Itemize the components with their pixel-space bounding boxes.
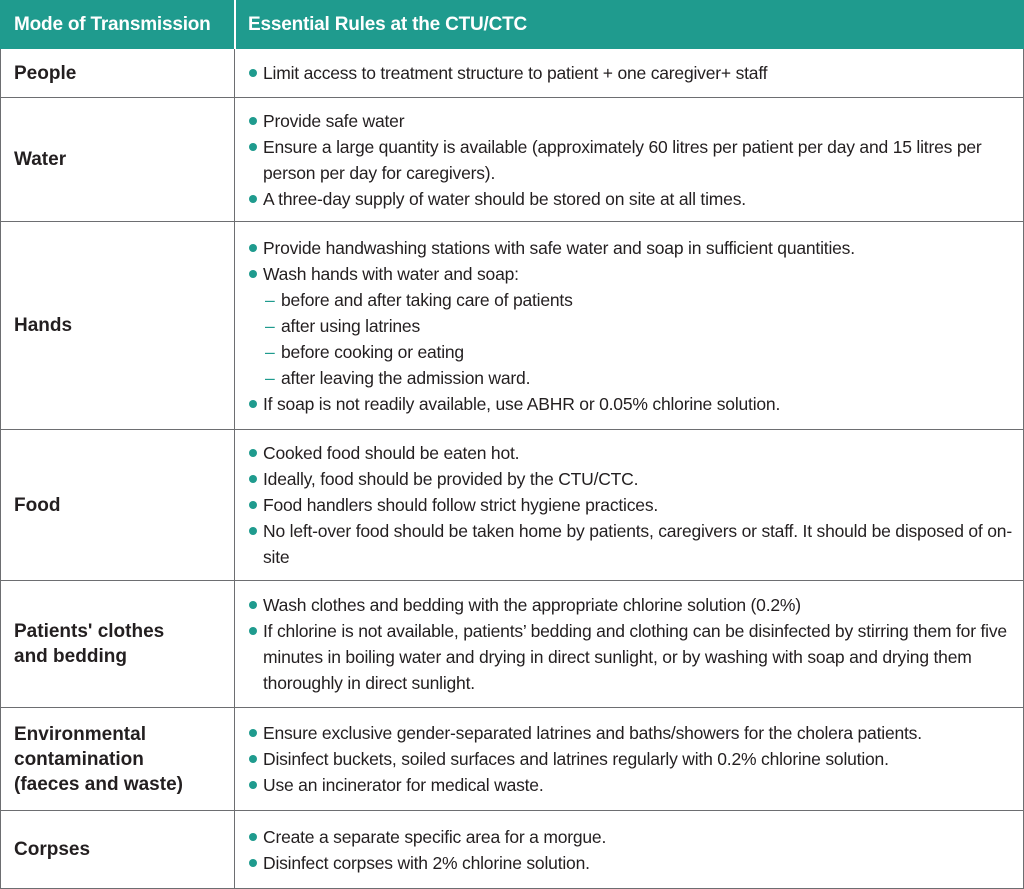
table-row-hands [0,222,1024,430]
dash-marker: – [265,367,275,388]
table-row-clothes-bedding [0,581,1024,708]
mode-cell [0,811,235,888]
mode-cell [0,708,235,810]
rule-subitem-text: after leaving the admission ward. [281,367,531,388]
table-row-environmental [0,708,1024,811]
rule-subitem-text: before cooking or eating [281,341,464,362]
dash-marker: – [265,341,275,362]
rules-cell [235,49,1024,97]
rule-subitem [247,339,1014,365]
header-mode-of-transmission: Mode of Transmission [14,14,211,35]
mode-label-line: and bedding [14,646,127,667]
rule-subitem [247,287,1014,313]
rule-bullet: Provide safe water [247,108,1014,134]
rules-cell [235,430,1024,580]
rule-bullet: Create a separate specific area for a morgue. [247,824,1014,850]
rule-bullet: Ensure a large quantity is available (approximately 60 litres per patient per day and 15 litres per person per day for caregivers). [247,134,1014,186]
rule-bullet: Wash clothes and bedding with the appropriate chlorine solution (0.2%) [247,592,1014,618]
rule-bullet: Cooked food should be eaten hot. [247,440,1014,466]
mode-cell [0,49,235,97]
rules-cell [235,811,1024,888]
table-row-corpses [0,811,1024,889]
rules-cell [235,98,1024,221]
rule-bullet: Limit access to treatment structure to patient + one caregiver+ staff [247,60,1014,86]
mode-label: People [14,62,77,84]
mode-label: Water [14,149,67,170]
rule-bullet: If chlorine is not available, patients’ bedding and clothing can be disinfected by stirring them for five minutes in boiling water and drying in direct sunlight, or by washing with soap and drying them thoroughly in direct sunlight. [247,618,1014,696]
mode-label: Corpses [14,839,91,860]
rule-bullet: Use an incinerator for medical waste. [247,772,1014,798]
mode-cell [0,98,235,221]
rule-bullet: Disinfect buckets, soiled surfaces and latrines regularly with 0.2% chlorine solution. [247,746,1014,772]
table-header [0,0,1024,49]
rule-bullet: Ensure exclusive gender-separated latrines and baths/showers for the cholera patients. [247,720,1014,746]
rule-subitem-text: before and after taking care of patients [281,289,573,310]
rule-bullet: A three-day supply of water should be stored on site at all times. [247,186,1014,212]
mode-label [14,722,183,797]
rules-cell [235,708,1024,810]
mode-label-line: contamination [14,748,144,770]
mode-label-line: Environmental [14,723,146,745]
rules-cell [235,222,1024,429]
rule-subitem [247,313,1014,339]
rule-subitem [247,365,1014,391]
table-row-people [0,49,1024,98]
mode-cell [0,222,235,429]
rule-bullet: If soap is not readily available, use ABHR or 0.05% chlorine solution. [247,391,1014,417]
mode-cell [0,430,235,580]
rule-bullet: Provide handwashing stations with safe water and soap in sufficient quantities. [247,235,1014,261]
header-essential-rules: Essential Rules at the CTU/CTC [248,14,528,35]
mode-label-line: (faeces and waste) [14,773,183,795]
header-divider [234,0,236,49]
rule-bullet: No left-over food should be taken home by patients, caregivers or staff. It should be disposed of on-site [247,518,1014,570]
mode-label-line: Patients' clothes [14,621,165,642]
rule-subitem-text: after using latrines [281,315,420,336]
table-row-water [0,98,1024,222]
table-row-food [0,430,1024,581]
mode-label: Food [14,494,61,516]
rule-bullet: Food handlers should follow strict hygiene practices. [247,492,1014,518]
mode-cell [0,581,235,707]
mode-label [14,619,164,669]
rules-cell [235,581,1024,707]
rule-bullet: Ideally, food should be provided by the CTU/CTC. [247,466,1014,492]
mode-label: Hands [14,315,73,336]
dash-marker: – [265,315,275,336]
rule-bullet: Wash hands with water and soap: [247,261,1014,287]
rule-bullet: Disinfect corpses with 2% chlorine solution. [247,850,1014,876]
dash-marker: – [265,289,275,310]
